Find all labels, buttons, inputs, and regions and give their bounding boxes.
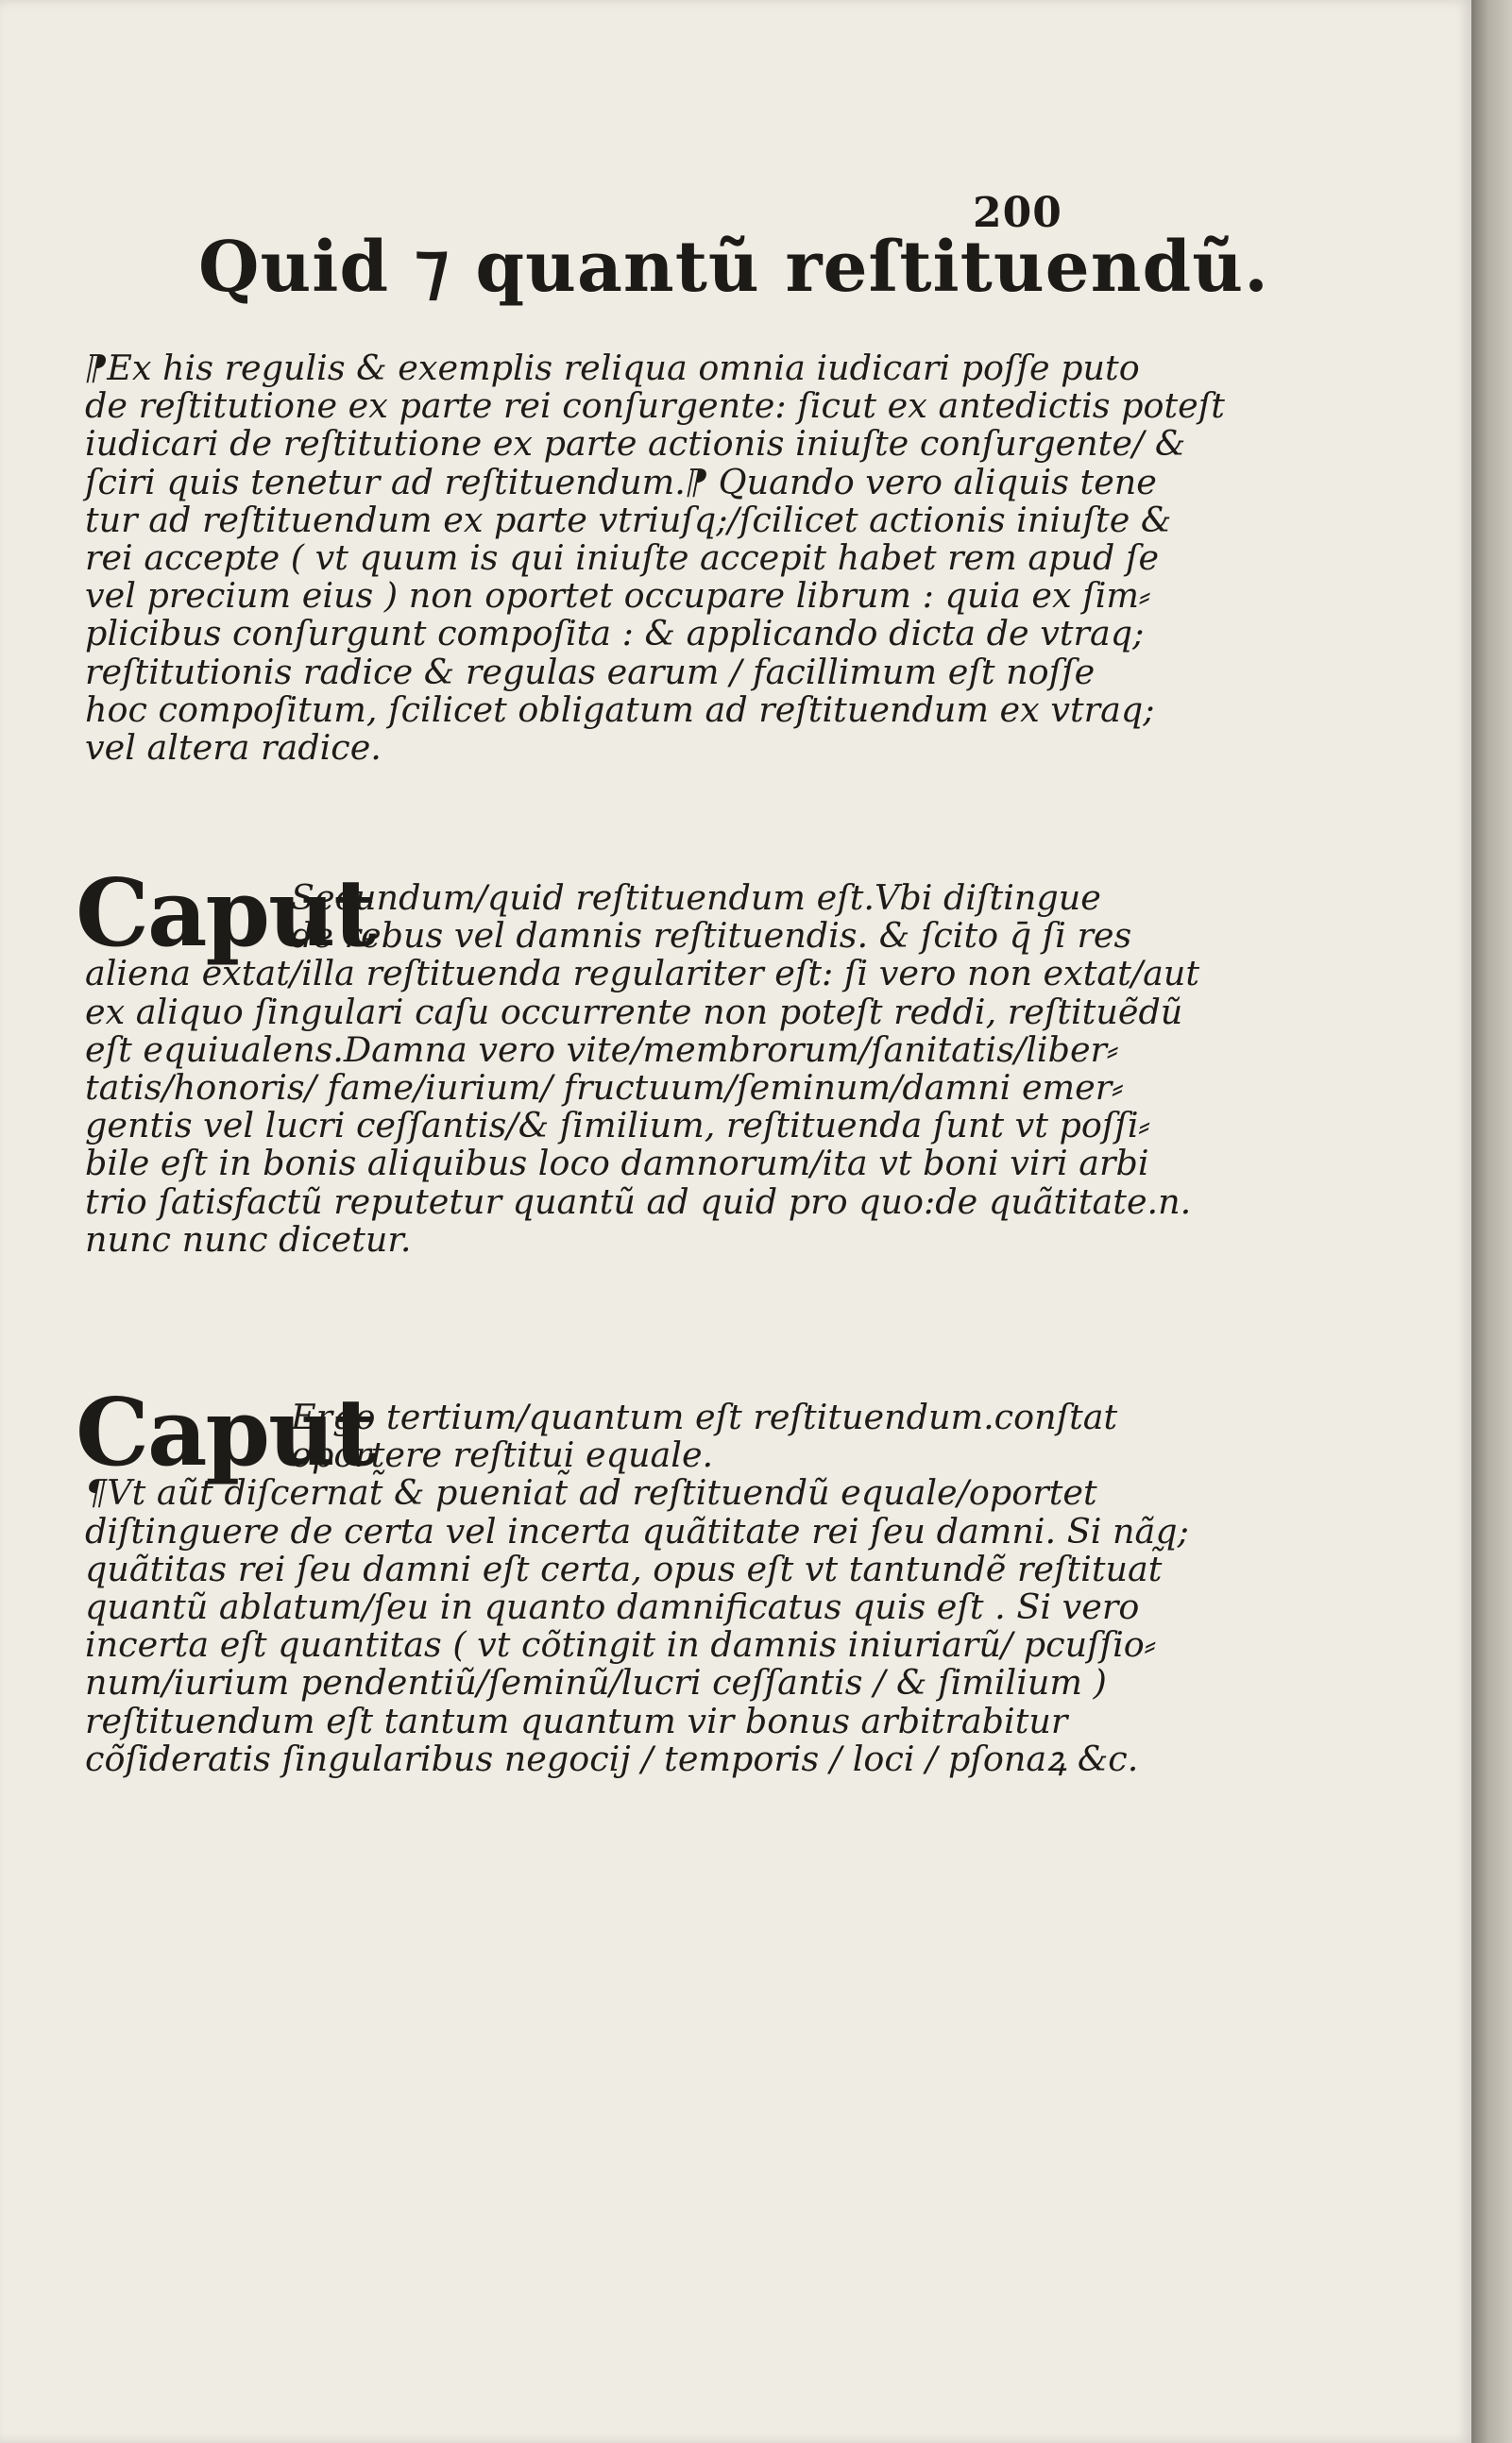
chapter-2-head bbox=[76, 859, 1132, 968]
text-line: ¶Vt aũt diſcernat̃ & pueniat̃ ad reſtituendũ equale/oportet bbox=[85, 1472, 1097, 1514]
chapter-2-heading: Caput bbox=[76, 859, 375, 968]
paragraph-1 bbox=[85, 348, 1225, 769]
page-title: Quid ⁊ quantũ reſtituendũ. bbox=[198, 227, 1269, 308]
text-line: oportere reſtitui equale. bbox=[291, 1434, 714, 1476]
text-line: de rebus vel damnis reſtituendis. & ſcito q̄ ſi res bbox=[291, 915, 1132, 957]
page-edge bbox=[1471, 0, 1512, 2443]
text-line: reſtituendum eſt tantum quantum vir bonus arbitrabitur bbox=[85, 1700, 1068, 1741]
text-line: trio ſatisfactũ reputetur quantũ ad quid pro quo:de quãtitate.n. bbox=[85, 1180, 1192, 1222]
text-line: reſtitutionis radice & regulas earum / facillimum eſt noſſe bbox=[85, 651, 1096, 692]
text-line: quãtitas rei ſeu damni eſt certa, opus eſt vt tantundẽ reſtituat̃ bbox=[85, 1548, 1163, 1589]
text-line: eſt equiualens.Damna vero vite/membrorum/ſanitatis/liber⸗ bbox=[85, 1028, 1119, 1070]
text-line: de reſtitutione ex parte rei conſurgente: ſicut ex antedictis poteſt bbox=[85, 385, 1225, 427]
text-line: ⁋Ex his regulis & exemplis reliqua omnia iudicari poſſe puto bbox=[85, 348, 1140, 388]
chapter-2 bbox=[76, 859, 1200, 1260]
text-line: incerta eſt quantitas ( vt cõtingit in damnis iniuriarũ/ pcuſſio⸗ bbox=[85, 1624, 1156, 1666]
text-line: ex aliquo ſingulari caſu occurrente non poteſt reddi, reſtituẽdũ bbox=[85, 991, 1183, 1032]
chapter-2-body bbox=[85, 953, 1200, 1260]
text-line: aliena extat/illa reſtituenda regulariter eſt: ſi vero non extat/aut bbox=[85, 953, 1200, 994]
text-line: num/iurium pendentiũ/ſeminũ/lucri ceſſantis / & ſimilium ) bbox=[85, 1662, 1107, 1704]
text-line: Secundum/quid reſtituendum eſt.Vbi diſtingue bbox=[291, 877, 1101, 918]
chapter-2-head-lines bbox=[291, 874, 1131, 955]
text-line: diſtinguere de certa vel incerta quãtitate rei ſeu damni. Si nãq; bbox=[85, 1510, 1189, 1552]
text-line: cõſideratis ſingularibus negocij / temporis / loci / pſonaꝝ &c. bbox=[85, 1738, 1139, 1779]
text-line: Ergo tertium/quantum eſt reſtituendum.conſtat bbox=[291, 1397, 1118, 1437]
text-line: quantũ ablatum/ſeu in quanto damnificatus quis eſt . Si vero bbox=[85, 1586, 1140, 1628]
text-line: nunc nunc dicetur. bbox=[85, 1218, 412, 1260]
text-line: vel precium eius ) non oportet occupare librum : quia ex ſim⸗ bbox=[85, 575, 1151, 617]
chapter-3-head bbox=[76, 1379, 1118, 1487]
text-line: bile eſt in bonis aliquibus loco damnorum/ita vt boni viri arbi bbox=[85, 1143, 1149, 1184]
text-line: iudicari de reſtitutione ex parte actionis iniuſte conſurgente/ & bbox=[85, 423, 1186, 465]
text-line: gentis vel lucri ceſſantis/& ſimilium, reſtituenda ſunt vt poſſi⸗ bbox=[85, 1105, 1150, 1146]
text-line: plicibus conſurgunt compoſita : & applicando dicta de vtraq; bbox=[85, 613, 1145, 654]
chapter-3 bbox=[76, 1379, 1189, 1779]
folio-number: 200 bbox=[973, 189, 1062, 237]
text-line: rei accepte ( vt quum is qui iniuſte accepit habet rem apud ſe bbox=[85, 537, 1160, 579]
text-line: tatis/honoris/ fame/iurium/ fructuum/ſeminum/damni emer⸗ bbox=[85, 1067, 1124, 1109]
text-line: hoc compoſitum, ſcilicet obligatum ad reſtituendum ex vtraq; bbox=[85, 688, 1155, 730]
chapter-3-head-lines bbox=[291, 1393, 1117, 1474]
text-line: ſciri quis tenetur ad reſtituendum.⁋ Quando vero aliquis tene bbox=[85, 461, 1157, 502]
chapter-3-body bbox=[85, 1472, 1189, 1779]
text-line: vel altera radice. bbox=[85, 727, 382, 769]
chapter-3-heading: Caput bbox=[76, 1379, 375, 1487]
text-line: tur ad reſtituendum ex parte vtriuſq;/ſcilicet actionis iniuſte & bbox=[85, 499, 1172, 540]
